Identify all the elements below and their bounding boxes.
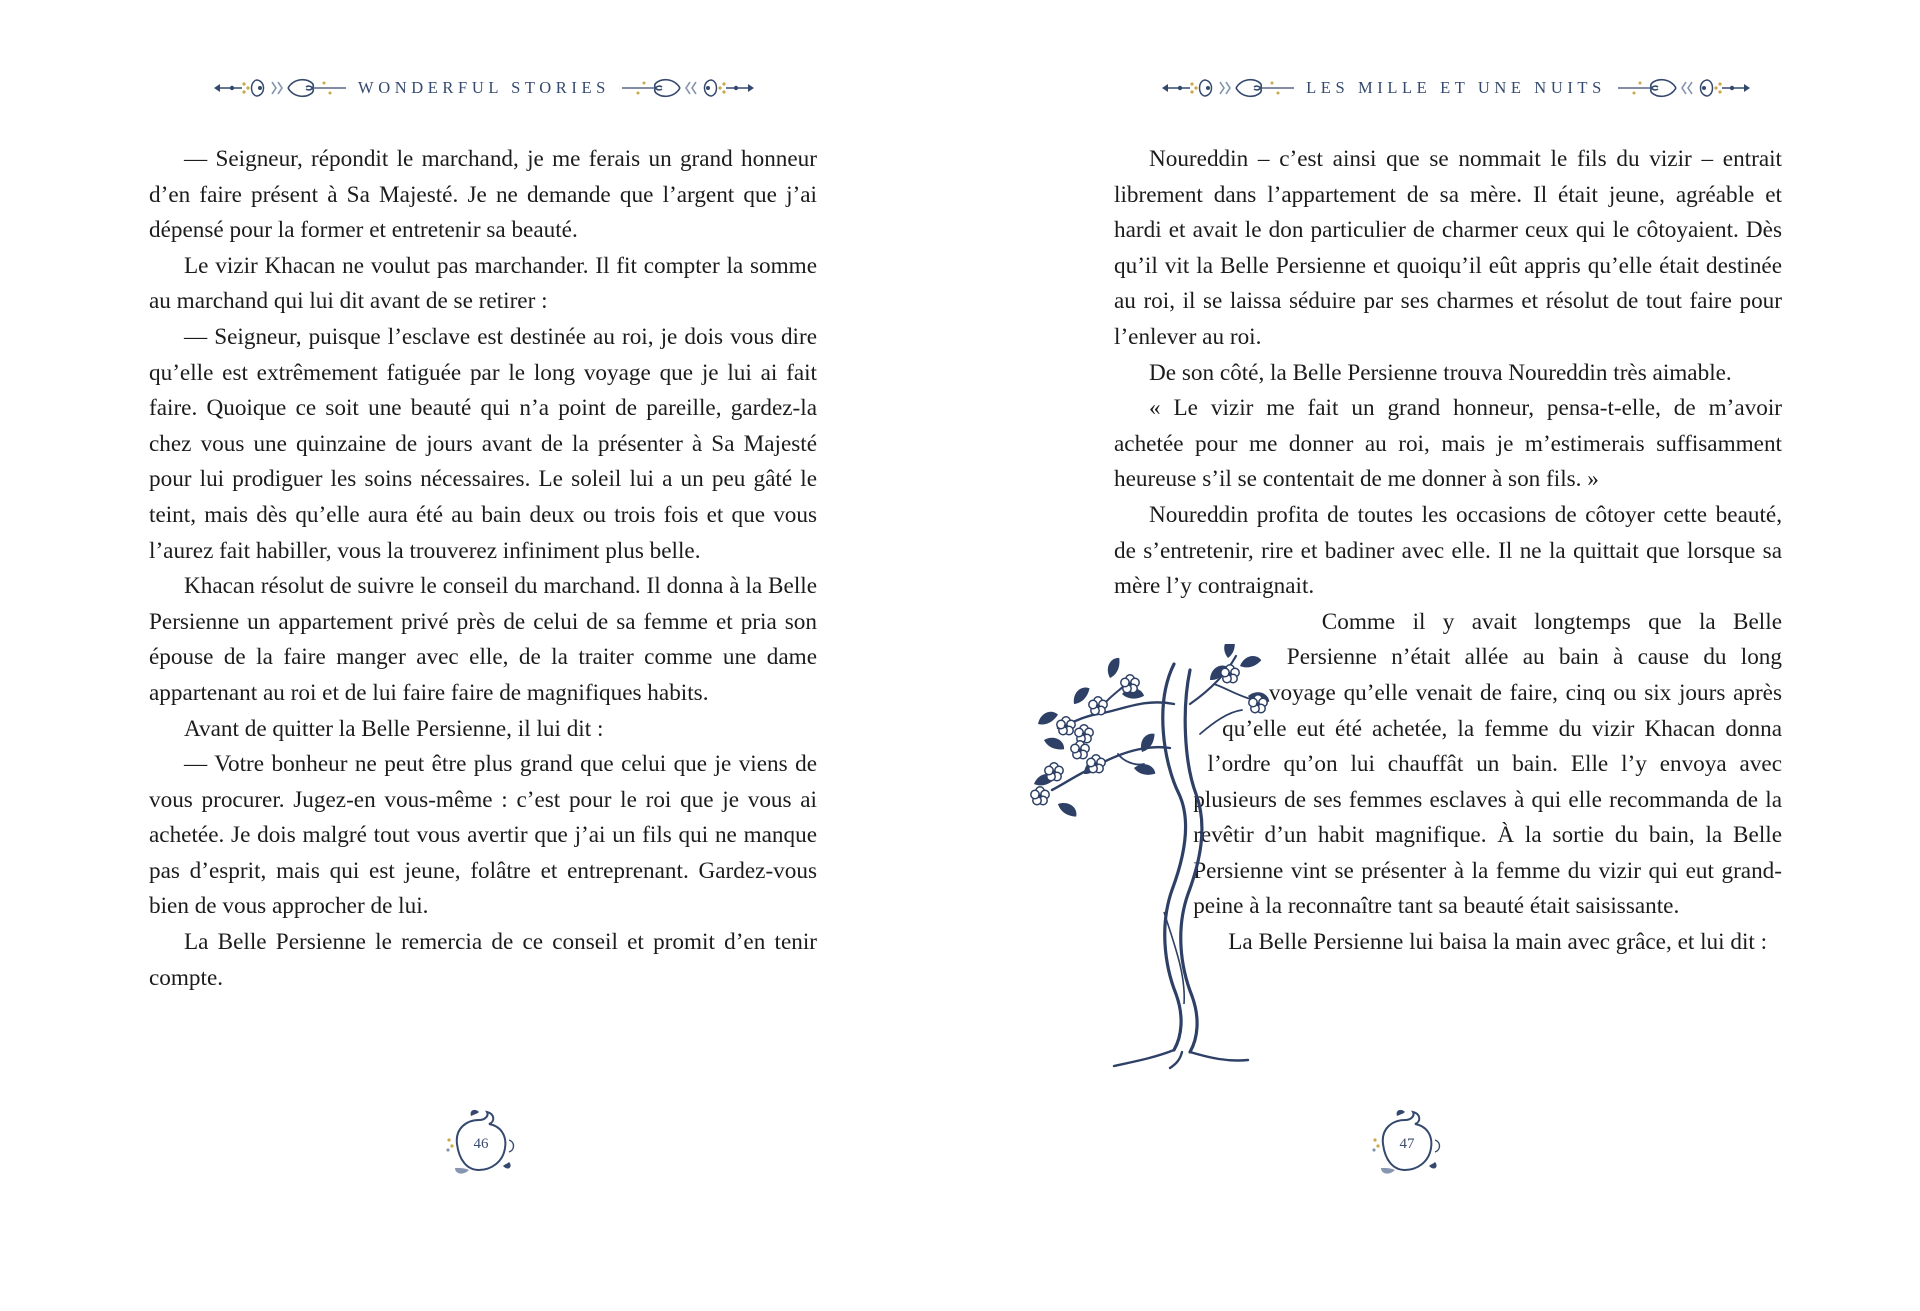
paragraph: La Belle Persienne le remercia de ce conseil et promit d’en tenir compte.	[149, 929, 817, 991]
right-page	[960, 0, 1920, 1311]
paragraph: — Seigneur, répondit le marchand, je me ferais un grand honneur d’en faire présent à Sa Majesté. Je ne demande que l’argent que j’ai dépensé pour la former et entretenir sa beauté.	[149, 146, 817, 244]
page-folio	[443, 1106, 519, 1182]
blossom-tree-icon	[1014, 644, 1314, 1070]
running-head-title: WONDERFUL STORIES	[358, 78, 610, 97]
paragraph: Khacan résolut de suivre le conseil du marchand. Il donna à la Belle Persienne un appartement privé près de celui de sa femme et pria son épouse de la faire manger avec elle, de la traiter comme une dame appartenant au roi et de lui faire faire de magnifiques habits.	[149, 573, 817, 706]
page-number: 47	[1399, 1136, 1415, 1152]
flourish-icon	[1616, 74, 1752, 102]
paragraph: Noureddin – c’est ainsi que se nommait le fils du vizir – entrait librement dans l’appartement de sa mère. Il était jeune, agréable et hardi et avait le don particulier de charmer ceux qui le côtoyaient. Dès qu’il vit la Belle Persienne et quoiqu’il eût appris qu’elle était destinée au roi, il se laissa séduire par ses charmes et résolut de tout faire pour l’enlever au roi.	[1114, 146, 1782, 350]
flourish-icon	[1160, 74, 1296, 102]
paragraph: Avant de quitter la Belle Persienne, il lui dit :	[184, 715, 604, 742]
running-head	[212, 74, 756, 102]
paragraph: La Belle Persienne lui baisa la main avec grâce, et lui dit :	[1228, 929, 1768, 956]
running-head-title: LES MILLE ET UNE NUITS	[1306, 78, 1606, 97]
flourish-icon	[212, 74, 348, 102]
running-head	[1152, 74, 1760, 102]
flourish-icon	[620, 74, 756, 102]
page-folio	[1369, 1106, 1445, 1182]
page-number: 46	[473, 1136, 489, 1152]
paragraph: De son côté, la Belle Persienne trouva Noureddin très aimable.	[1149, 359, 1732, 386]
body-text	[149, 142, 817, 996]
paragraph: — Votre bonheur ne peut être plus grand que celui que je viens de vous procurer. Jugez-en vous-même : c’est pour le roi que je vous ai achetée. Je dois malgré tout vous avertir que j’ai un fils qui ne manque pas d’esprit, mais qui est jeune, folâtre et entreprenant. Gardez-vous bien de vous approcher de lui.	[149, 751, 817, 920]
paragraph: Le vizir Khacan ne voulut pas marchander. Il fit compter la somme au marchand qui lui dit avant de se retirer :	[149, 252, 817, 315]
paragraph: — Seigneur, puisque l’esclave est destinée au roi, je dois vous dire qu’elle est extrêmement fatiguée par le long voyage que je lui ai fait faire. Quoique ce soit une beauté qui n’a point de pareille, gardez-la chez vous une quinzaine de jours avant de la présenter à Sa Majesté pour lui prodiguer les soins nécessaires. Le soleil lui a un peu gâté le teint, mais dès qu’elle aura été au bain deux ou trois fois et que vous l’aurez fait habiller, vous la trouverez infiniment plus belle.	[149, 323, 817, 564]
paragraph: Noureddin profita de toutes les occasions de côtoyer cette beauté, de s’entretenir, rire et badiner avec elle. Il ne la quittait que lorsque sa mère l’y contraignait.	[1114, 501, 1782, 600]
paragraph: « Le vizir me fait un grand honneur, pensa-t-elle, de m’avoir achetée pour me donner au roi, mais je m’estimerais suffisamment heureuse s’il se contentait de me donner à son fils. »	[1114, 395, 1782, 493]
paragraph: Comme il y avait longtemps que la Belle Persienne n’était allée au bain à cause du long voyage qu’elle venait de faire, cinq ou six jours après qu’elle eut été achetée, la femme du vizir Khacan donna l’ordre qu’on lui chauffât un bain. Elle l’y envoya avec plusieurs de ses femmes esclaves à qui elle recommanda de la revêtir d’un habit magnifique. À la sortie du bain, la Belle Persienne vint se présenter à la femme du vizir qui eut grand-peine à la reconnaître tant sa beauté était saisissante.	[1193, 608, 1782, 920]
